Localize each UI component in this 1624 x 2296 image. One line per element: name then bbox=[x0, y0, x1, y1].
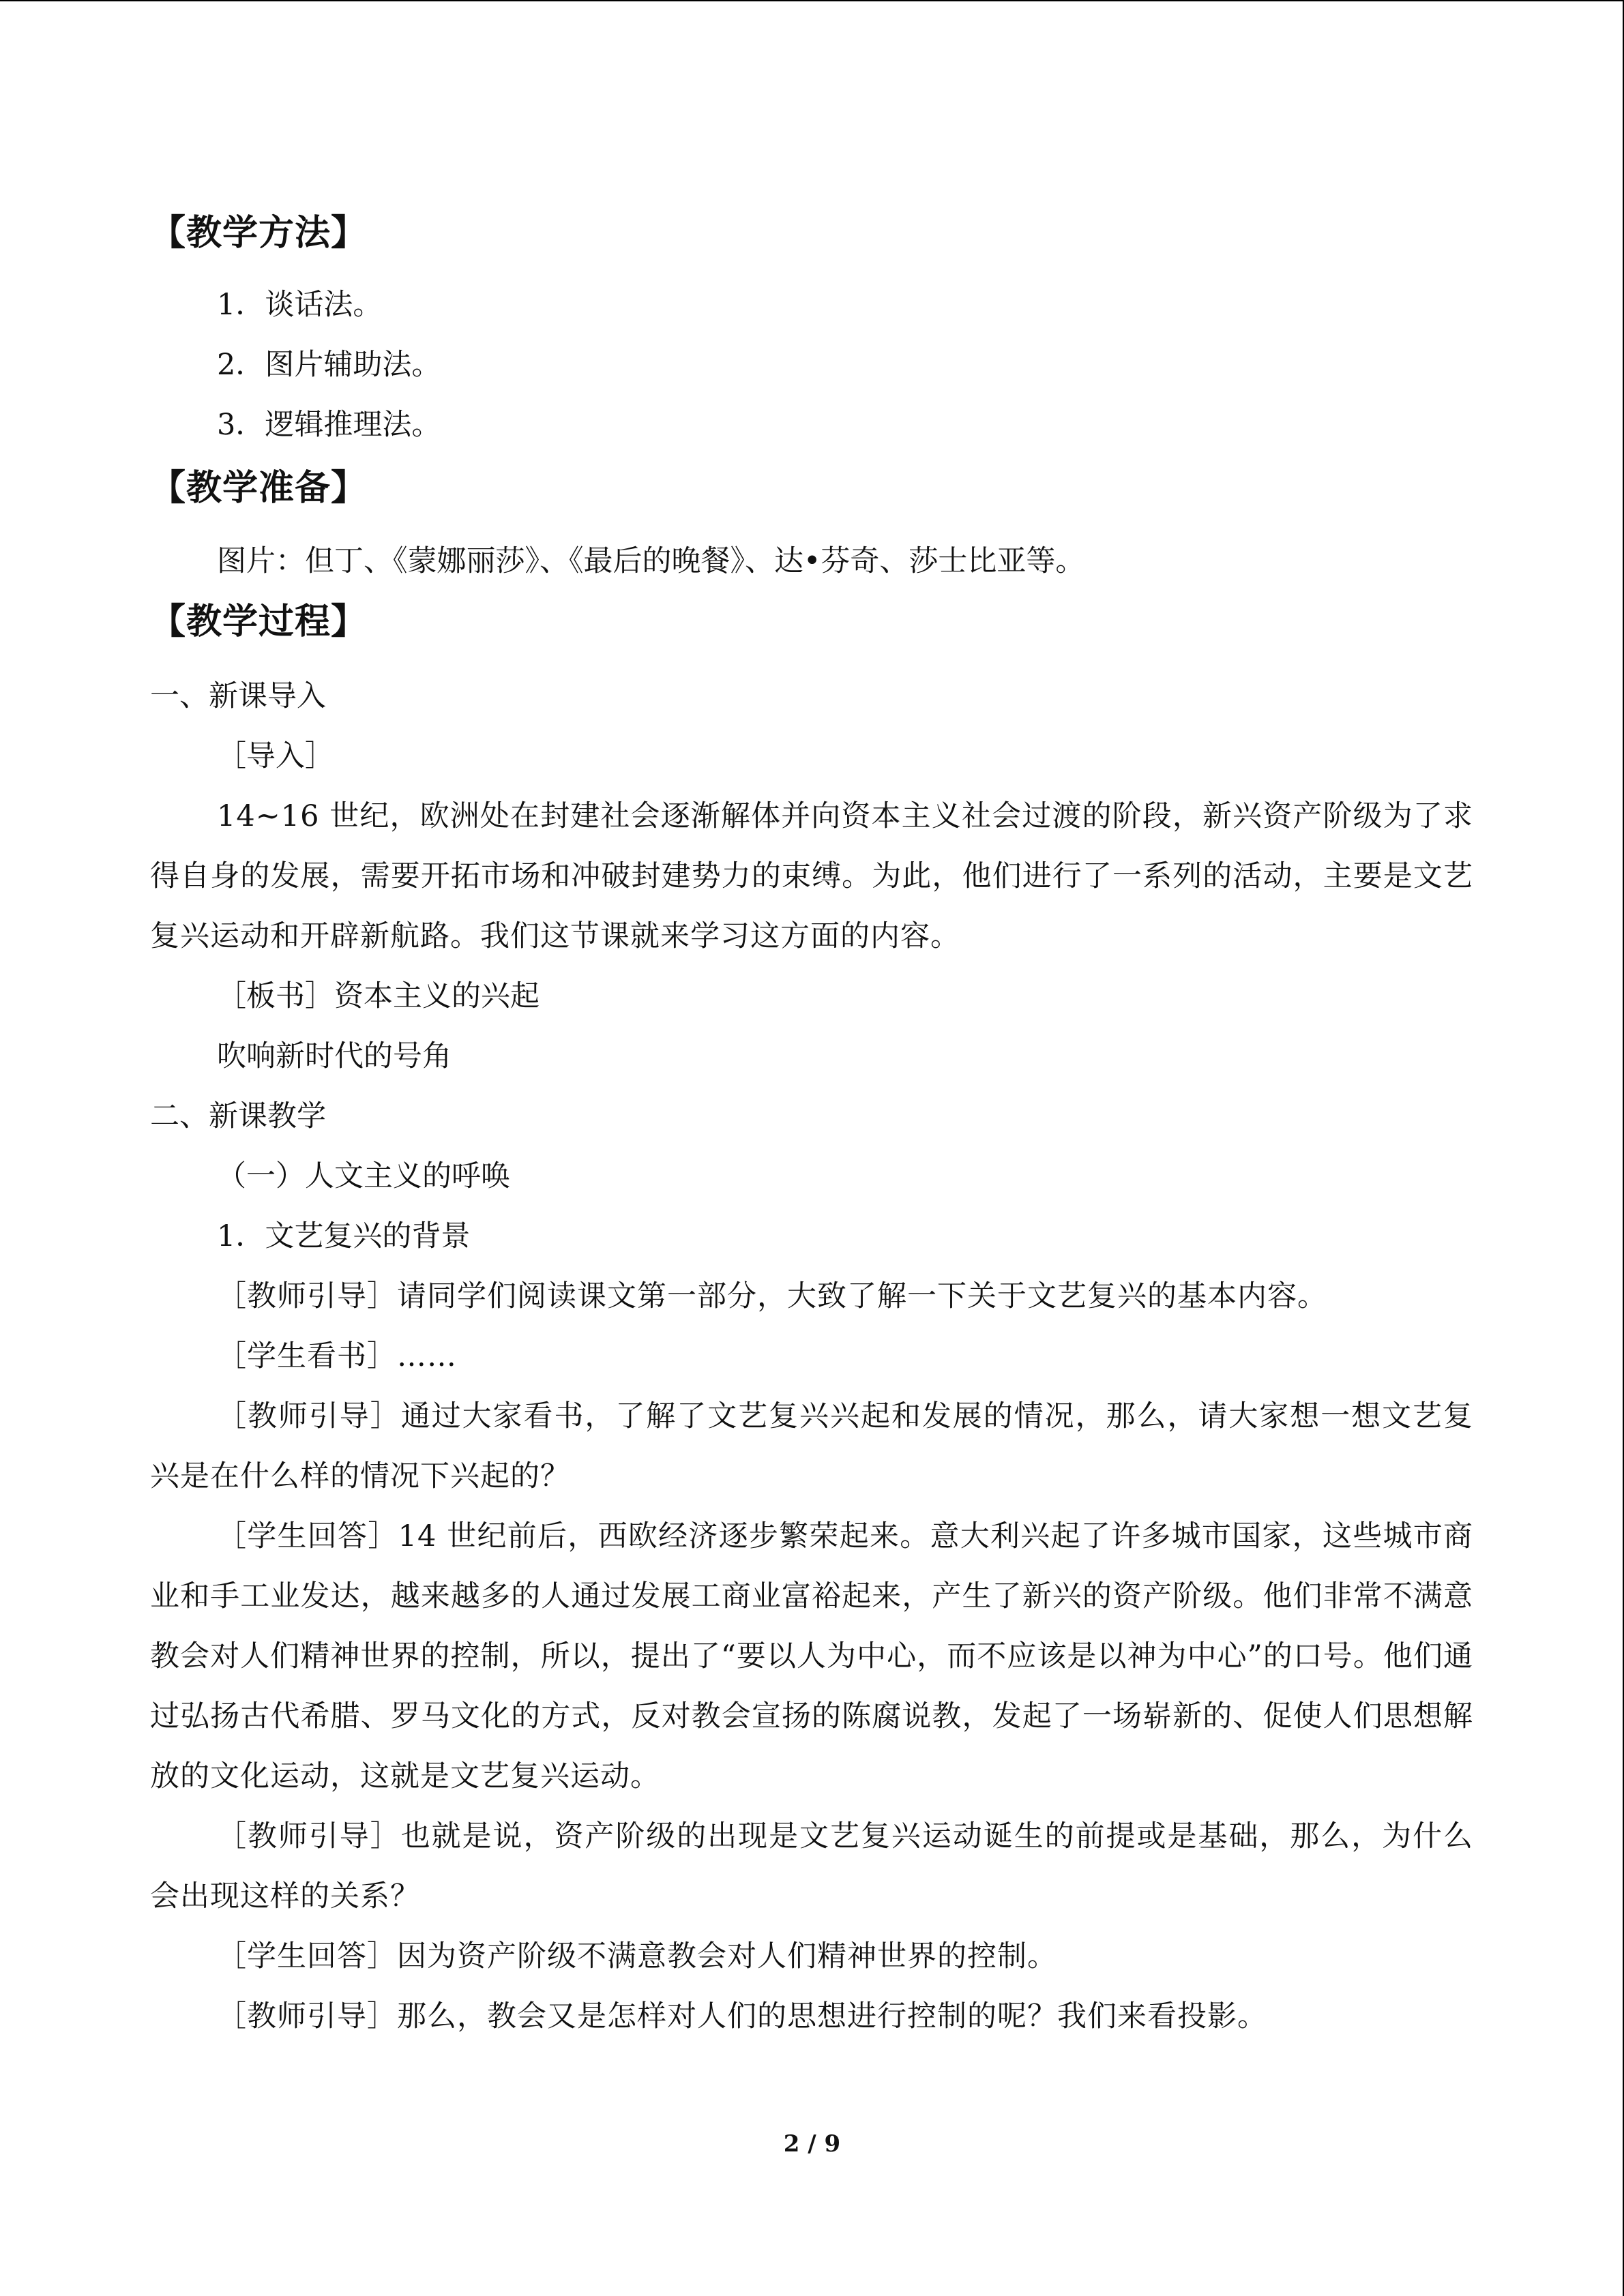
dialogue-teacher-4: ［教师引导］那么，教会又是怎样对人们的思想进行控制的呢？我们来看投影。 bbox=[217, 1999, 1267, 2033]
subsection-title: （一）人文主义的呼唤 bbox=[217, 1159, 510, 1193]
teaching-method-heading: 【教学方法】 bbox=[150, 213, 368, 254]
method-item-3: 3．逻辑推理法。 bbox=[217, 408, 441, 442]
page-content bbox=[150, 209, 1473, 2046]
page-number: 2 / 9 bbox=[783, 2130, 841, 2158]
dialogue-student-3: ［学生回答］因为资产阶级不满意教会对人们精神世界的控制。 bbox=[217, 1939, 1057, 1973]
section-new-lesson-teaching: 二、新课教学 bbox=[150, 1099, 326, 1133]
dialogue-teacher-2: ［教师引导］通过大家看书，了解了文艺复兴兴起和发展的情况，那么，请大家想一想文艺复兴是在什么样的情况下兴起的？ bbox=[150, 1399, 1473, 1493]
point-title: 1．文艺复兴的背景 bbox=[217, 1219, 471, 1253]
dialogue-teacher-3: ［教师引导］也就是说，资产阶级的出现是文艺复兴运动诞生的前提或是基础，那么，为什么会出现这样的关系？ bbox=[150, 1819, 1473, 1913]
intro-paragraph: 14~16 世纪，欧洲处在封建社会逐渐解体并向资本主义社会过渡的阶段，新兴资产阶级为了求得自身的发展，需要开拓市场和冲破封建势力的束缚。为此，他们进行了一系列的活动，主要是文艺复兴运动和开辟新航路。我们这节课就来学习这方面的内容。 bbox=[150, 799, 1473, 953]
method-item-1: 1．谈话法。 bbox=[217, 288, 383, 322]
teaching-prep-heading: 【教学准备】 bbox=[150, 468, 368, 509]
dialogue-student-1: ［学生看书］…… bbox=[217, 1339, 457, 1373]
teaching-prep-text: 图片：但丁、《蒙娜丽莎》、《最后的晚餐》、达•芬奇、莎士比亚等。 bbox=[217, 544, 1085, 578]
dialogue-teacher-1: ［教师引导］请同学们阅读课文第一部分，大致了解一下关于文艺复兴的基本内容。 bbox=[217, 1279, 1327, 1313]
dialogue-student-2: ［学生回答］14 世纪前后，西欧经济逐步繁荣起来。意大利兴起了许多城市国家，这些城市商业和手工业发达，越来越多的人通过发展工商业富裕起来，产生了新兴的资产阶级。他们非常不满意教会对人们精神世界的控制，所以，提出了“要以人为中心，而不应该是以神为中心”的口号。他们通过弘扬古代希腊、罗马文化的方式，反对教会宣扬的陈腐说教，发起了一场崭新的、促使人们思想解放的文化运动，这就是文艺复兴运动。 bbox=[150, 1519, 1473, 1793]
intro-label: ［导入］ bbox=[217, 739, 334, 773]
board-subtitle: 吹响新时代的号角 bbox=[217, 1039, 452, 1073]
section-new-lesson-intro: 一、新课导入 bbox=[150, 679, 326, 713]
method-item-2: 2．图片辅助法。 bbox=[217, 348, 441, 382]
board-line: ［板书］资本主义的兴起 bbox=[217, 979, 540, 1013]
teaching-process-heading: 【教学过程】 bbox=[150, 601, 368, 642]
